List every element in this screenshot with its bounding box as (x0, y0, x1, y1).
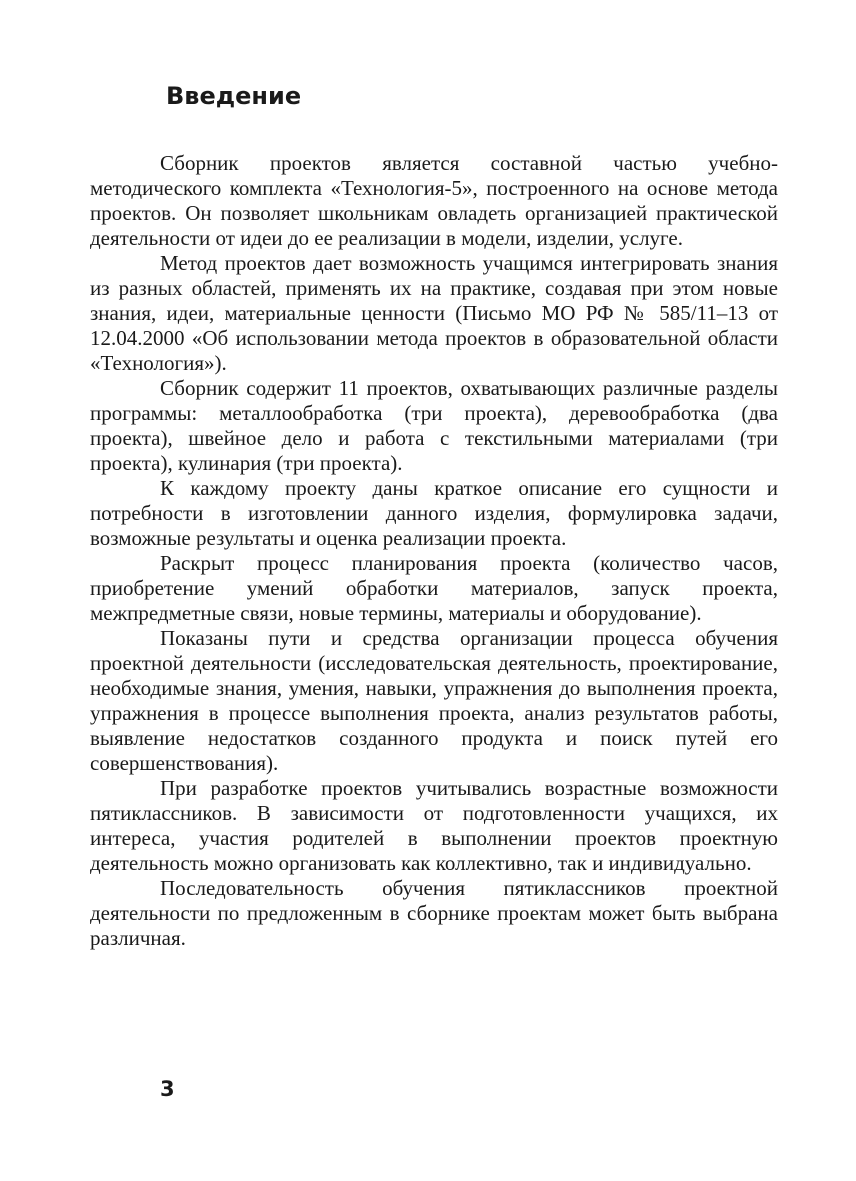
paragraph: К каждому проекту даны краткое описание его сущности и потребности в изготовлении данного изделия, формулировка задачи, возможные результаты и оценка реализации проекта. (90, 476, 778, 550)
paragraph: При разработке проектов учитывались возрастные возможности пятиклассников. В зависимости от подготовленности учащихся, их интереса, участия родителей в выполнении проектов проектную деятельность можно организовать как коллективно, так и индивидуально. (90, 776, 778, 875)
page-number: 3 (160, 1077, 175, 1101)
paragraph: Показаны пути и средства организации процесса обучения проектной деятельности (исследовательская деятельность, проектирование, необходимые знания, умения, навыки, упражнения до выполнения проекта, упражнения в процессе выполнения проекта, анализ результатов работы, выявление недостатков созданного продукта и поиск путей его совершенствования). (90, 626, 778, 775)
body-text (90, 151, 778, 951)
paragraph: Сборник содержит 11 проектов, охватывающих различные разделы программы: металлообработка (три проекта), деревообработка (два проекта), швейное дело и работа с текстильными материалами (три проекта), кулинария (три проекта). (90, 376, 778, 475)
section-heading: Введение (166, 82, 302, 110)
paragraph: Раскрыт процесс планирования проекта (количество часов, приобретение умений обработки материалов, запуск проекта, межпредметные связи, новые термины, материалы и оборудование). (90, 551, 778, 625)
paragraph: Последовательность обучения пятиклассников проектной деятельности по предложенным в сборнике проектам может быть выбрана различная. (90, 876, 778, 950)
paragraph: Сборник проектов является составной частью учебно-методического комплекта «Технология-5», построенного на основе метода проектов. Он позволяет школьникам овладеть организацией практической деятельности от идеи до ее реализации в модели, изделии, услуге. (90, 151, 778, 250)
paragraph: Метод проектов дает возможность учащимся интегрировать знания из разных областей, применять их на практике, создавая при этом новые знания, идеи, материальные ценности (Письмо МО РФ № 585/11–13 от 12.04.2000 «Об использовании метода проектов в образовательной области «Технология»). (90, 251, 778, 375)
